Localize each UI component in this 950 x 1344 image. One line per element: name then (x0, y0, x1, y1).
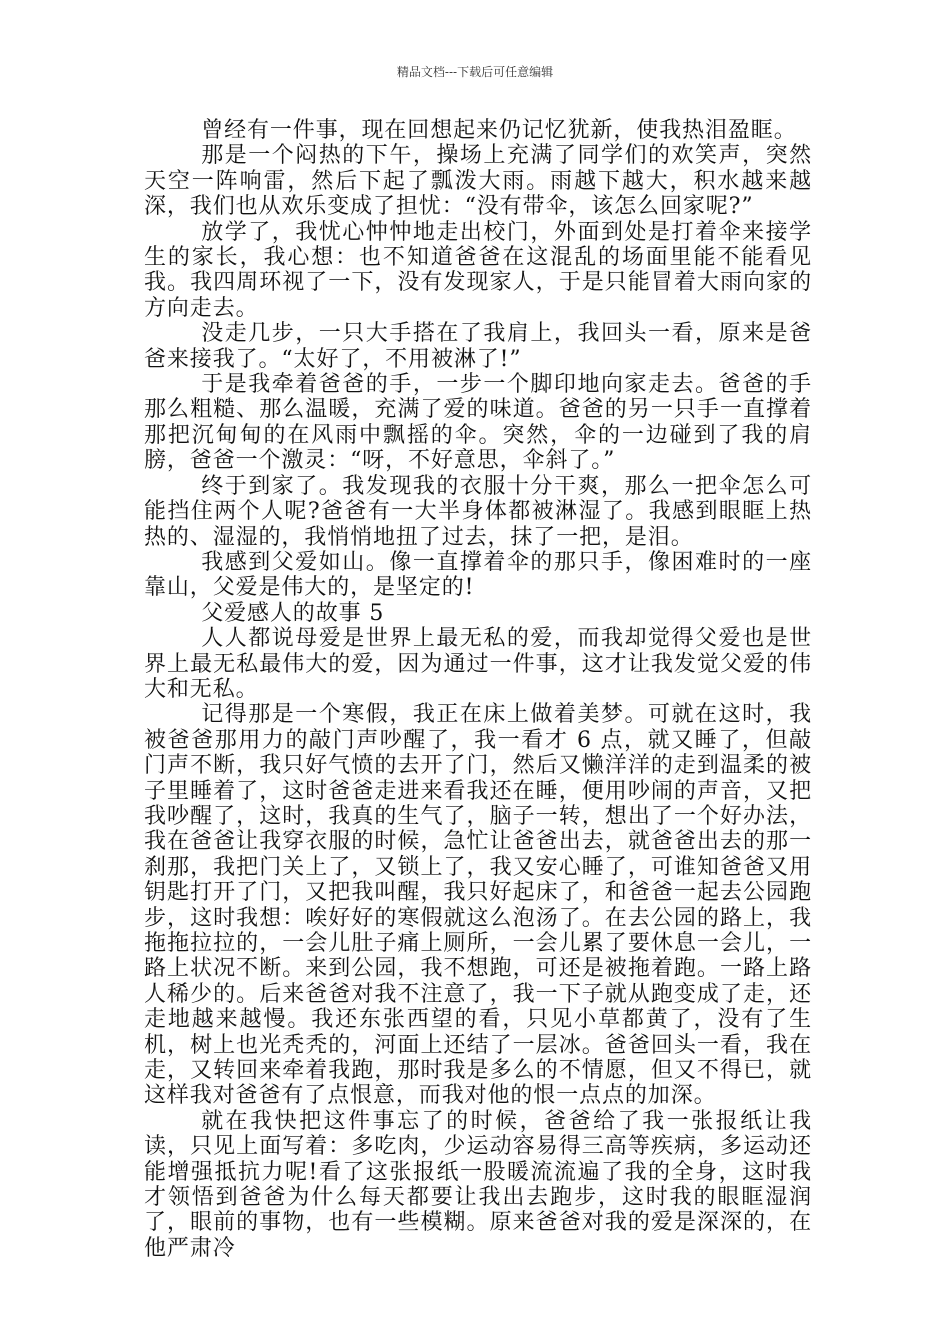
page-header: 精品文档---下载后可任意编辑 (396, 65, 554, 79)
paragraph: 我感到父爱如山。像一直撑着伞的那只手，像困难时的一座靠山，父爱是伟大的，是坚定的! (144, 549, 812, 601)
paragraph: 记得那是一个寒假，我正在床上做着美梦。可就在这时，我被爸爸那用力的敲门声吵醒了，我一看才 6 点，就又睡了，但敲门声不断，我只好气愤的去开了门，然后又懒洋洋的走到温柔的被子里睡着了，这时爸爸走进来看我还在睡，便用吵闹的声音，又把我吵醒了，这时，我真的生气了，脑子一转，想出了一个好办法，我在爸爸让我穿衣服的时候，急忙让爸爸出去，就爸爸出去的那一刹那，我把门关上了，又锁上了，我又安心睡了，可谁知爸爸又用钥匙打开了门，又把我叫醒，我只好起床了，和爸爸一起去公园跑步，这时我想：唉好好的寒假就这么泡汤了。在去公园的路上，我拖拖拉拉的，一会儿肚子痛上厕所，一会儿累了要休息一会儿，一路上状况不断。来到公园，我不想跑，可还是被拖着跑。一路上路人稀少的。后来爸爸对我不注意了，我一下子就从跑变成了走，还走地越来越慢。我还东张西望的看，只见小草都黄了，没有了生机，树上也光秃秃的，河面上还结了一层冰。爸爸回头一看，我在走，又转回来牵着我跑，那时我是多么的不情愿，但又不得已，就这样我对爸爸有了点恨意，而我对他的恨一点点的加深。 (144, 702, 812, 1109)
paragraph: 就在我快把这件事忘了的时候，爸爸给了我一张报纸让我读，只见上面写着：多吃肉，少运动容易得三高等疾病，多运动还能增强抵抗力呢!看了这张报纸一股暖流流遍了我的全身，这时我才领悟到爸爸为什么每天都要让我出去跑步，这时我的眼眶湿润了，眼前的事物，也有一些模糊。原来爸爸对我的爱是深深的，在他严肃冷 (144, 1108, 812, 1261)
paragraph: 没走几步，一只大手搭在了我肩上，我回头一看，原来是爸爸来接我了。“太好了，不用被淋了!” (144, 321, 812, 372)
document-body (144, 118, 812, 1261)
paragraph: 人人都说母爱是世界上最无私的爱，而我却觉得父爱也是世界上最无私最伟大的爱，因为通过一件事，这才让我发觉父爱的伟大和无私。 (144, 626, 812, 702)
paragraph: 放学了，我忧心忡忡地走出校门，外面到处是打着伞来接学生的家长，我心想：也不知道爸爸在这混乱的场面里能不能看见我。我四周环视了一下，没有发现家人，于是只能冒着大雨向家的方向走去。 (144, 219, 812, 321)
paragraph: 那是一个闷热的下午，操场上充满了同学们的欢笑声，突然天空一阵响雷，然后下起了瓢泼大雨。雨越下越大，积水越来越深，我们也从欢乐变成了担忧：“没有带伞，该怎么回家呢?” (144, 143, 812, 220)
paragraph: 于是我牵着爸爸的手，一步一个脚印地向家走去。爸爸的手那么粗糙、那么温暖，充满了爱的味道。爸爸的另一只手一直撑着那把沉甸甸的在风雨中飘摇的伞。突然，伞的一边碰到了我的肩膀，爸爸一个激灵：“呀，不好意思，伞斜了。” (144, 372, 812, 474)
section-heading: 父爱感人的故事 5 (201, 600, 385, 626)
paragraph: 曾经有一件事，现在回想起来仍记忆犹新，使我热泪盈眶。 (201, 118, 797, 143)
paragraph: 终于到家了。我发现我的衣服十分干爽，那么一把伞怎么可能挡住两个人呢?爸爸有一大半身体都被淋湿了。我感到眼眶上热热的、湿湿的，我悄悄地扭了过去，抹了一把，是泪。 (144, 473, 812, 550)
